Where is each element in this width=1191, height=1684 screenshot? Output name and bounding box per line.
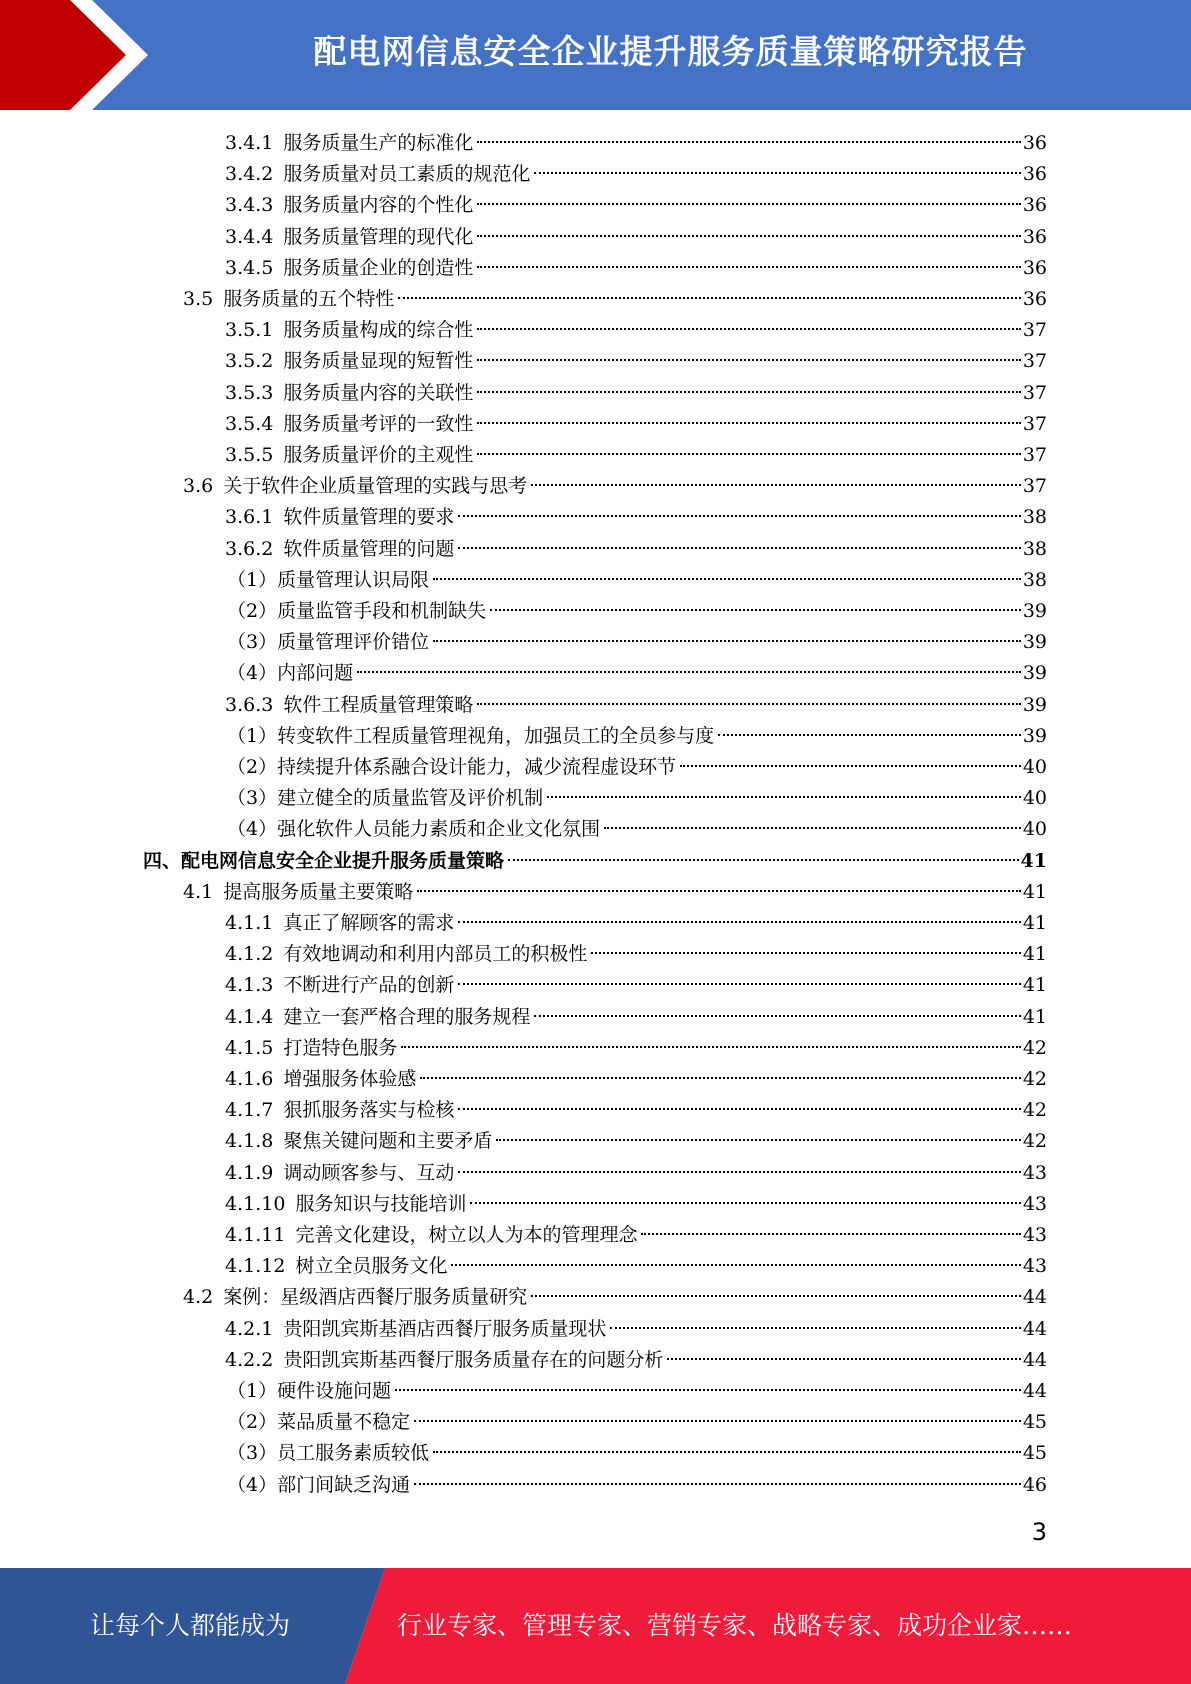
toc-entry[interactable] xyxy=(0,253,1047,284)
dot-leader xyxy=(477,453,1020,455)
footer-slogan-left: 让每个人都能成为 xyxy=(89,1611,290,1640)
dot-leader xyxy=(477,266,1020,268)
toc-entry-number: 4.2.2 xyxy=(225,1348,274,1371)
dot-leader xyxy=(398,297,1021,299)
toc-entry-number: 3.6.3 xyxy=(225,693,274,716)
toc-entry-number: 4.1.10 xyxy=(225,1192,286,1215)
toc-entry-page: 41 xyxy=(1020,849,1047,872)
toc-entry-title: （3）质量管理评价错位 xyxy=(227,631,430,654)
toc-entry-title: 狠抓服务落实与检核 xyxy=(283,1099,455,1122)
toc-entry-page: 36 xyxy=(1022,163,1047,186)
toc-entry-title: 服务质量生产的标准化 xyxy=(283,132,474,154)
toc-entry-number: 4.1.12 xyxy=(225,1255,286,1278)
toc-entry-number: 3.5.2 xyxy=(225,350,274,373)
toc-entry[interactable] xyxy=(0,814,1047,845)
toc-entry-page: 38 xyxy=(1022,568,1047,591)
dot-leader xyxy=(477,141,1020,143)
toc-entry-title: （3）员工服务素质较低 xyxy=(227,1442,430,1465)
toc-entry-number: 3.4.2 xyxy=(225,163,274,186)
toc-entry-number: 4.1.8 xyxy=(225,1130,274,1153)
toc-entry[interactable] xyxy=(0,939,1047,970)
toc-entry-page: 44 xyxy=(1022,1286,1047,1309)
chevron-arrow-icon xyxy=(0,0,160,110)
toc-entry-title: 建立一套严格合理的服务规程 xyxy=(283,1005,531,1028)
toc-entry-page: 44 xyxy=(1022,1380,1047,1402)
toc-entry[interactable] xyxy=(0,877,1047,908)
toc-entry-number: 4.1.2 xyxy=(225,943,274,966)
toc-entry-title: 服务质量对员工素质的规范化 xyxy=(283,163,531,186)
footer-banner xyxy=(0,1568,1191,1684)
toc-entry-title: 服务质量内容的个性化 xyxy=(283,194,474,217)
toc-entry-page: 46 xyxy=(1022,1473,1047,1496)
toc-entry-page: 40 xyxy=(1022,818,1047,841)
toc-entry-page: 41 xyxy=(1022,912,1047,934)
toc-entry-title: （1）转变软件工程质量管理视角，加强员工的全员参与度 xyxy=(227,724,715,747)
toc-entry[interactable] xyxy=(0,1407,1047,1438)
toc-entry-number: 4.1.1 xyxy=(225,912,274,934)
dot-leader xyxy=(477,391,1020,393)
toc-entry-page: 36 xyxy=(1022,225,1047,248)
toc-entry-title: （2）质量监管手段和机制缺失 xyxy=(227,600,487,622)
dot-leader xyxy=(477,359,1020,361)
toc-entry-title: 服务质量评价的主观性 xyxy=(283,444,474,466)
dot-leader xyxy=(508,859,1019,861)
dot-leader xyxy=(490,609,1021,611)
toc-entry-title: 树立全员服务文化 xyxy=(295,1255,448,1278)
toc-entry[interactable] xyxy=(0,721,1047,752)
toc-entry-page: 41 xyxy=(1022,943,1047,966)
toc-entry-page: 45 xyxy=(1022,1442,1047,1465)
toc-entry-title: 软件工程质量管理策略 xyxy=(283,693,474,716)
toc-entry[interactable] xyxy=(0,222,1047,253)
toc-entry[interactable] xyxy=(0,1438,1047,1469)
toc-entry-page: 42 xyxy=(1022,1130,1047,1153)
toc-entry-number: 3.5 xyxy=(183,288,214,310)
toc-entry[interactable] xyxy=(0,1220,1047,1251)
toc-entry-page: 43 xyxy=(1022,1192,1047,1215)
toc-entry[interactable] xyxy=(0,409,1047,440)
toc-entry-title: 提高服务质量主要策略 xyxy=(223,880,414,903)
toc-entry[interactable] xyxy=(0,1251,1047,1282)
toc-entry-title: 服务质量企业的创造性 xyxy=(283,256,474,279)
toc-entry[interactable] xyxy=(0,627,1047,658)
toc-entry-page: 42 xyxy=(1022,1099,1047,1122)
toc-entry-page: 43 xyxy=(1022,1224,1047,1246)
dot-leader xyxy=(458,515,1020,517)
toc-entry[interactable] xyxy=(0,346,1047,377)
toc-entry[interactable] xyxy=(0,1470,1047,1501)
toc-entry-page: 36 xyxy=(1022,132,1047,154)
toc-entry[interactable] xyxy=(0,690,1047,721)
toc-entry-title: 不断进行产品的创新 xyxy=(283,974,455,997)
dot-leader xyxy=(477,703,1020,705)
header-banner xyxy=(0,0,1191,110)
toc-entry[interactable] xyxy=(0,190,1047,221)
report-title: 配电网信息安全企业提升服务质量策略研究报告 xyxy=(313,32,1028,71)
toc-entry[interactable] xyxy=(0,1376,1047,1407)
dot-leader xyxy=(470,1202,1020,1204)
toc-entry-title: （1）硬件设施问题 xyxy=(227,1380,392,1402)
toc-entry-title: （3）建立健全的质量监管及评价机制 xyxy=(227,787,544,810)
toc-entry-title: 服务质量考评的一致性 xyxy=(283,412,474,435)
toc-entry-title: 完善文化建设，树立以人为本的管理理念 xyxy=(295,1224,638,1246)
toc-entry-page: 39 xyxy=(1022,600,1047,622)
toc-entry[interactable] xyxy=(0,752,1047,783)
toc-entry-page: 44 xyxy=(1022,1317,1047,1340)
toc-entry[interactable] xyxy=(0,378,1047,409)
toc-chapter-entry[interactable] xyxy=(0,846,1047,877)
toc-entry-page: 36 xyxy=(1022,256,1047,279)
toc-entry[interactable] xyxy=(0,1345,1047,1376)
dot-leader xyxy=(680,765,1021,767)
dot-leader xyxy=(458,1108,1020,1110)
toc-entry[interactable] xyxy=(0,284,1047,315)
toc-entry-title: （4）强化软件人员能力素质和企业文化氛围 xyxy=(227,818,601,841)
toc-entry[interactable] xyxy=(0,1064,1047,1095)
dot-leader xyxy=(433,578,1021,580)
dot-leader xyxy=(531,1295,1021,1297)
toc-entry-title: 服务质量管理的现代化 xyxy=(283,225,474,248)
toc-entry-number: 4.1.5 xyxy=(225,1036,274,1059)
toc-entry-title: 增强服务体验感 xyxy=(283,1068,417,1090)
toc-entry-title: 贵阳凯宾斯基西餐厅服务质量存在的问题分析 xyxy=(283,1348,664,1371)
toc-entry[interactable] xyxy=(0,1189,1047,1220)
toc-entry-page: 37 xyxy=(1022,475,1047,498)
toc-entry-title: （2）持续提升体系融合设计能力，减少流程虚设环节 xyxy=(227,756,677,778)
toc-entry-page: 37 xyxy=(1022,444,1047,466)
toc-entry[interactable] xyxy=(0,1033,1047,1064)
toc-entry-title: 真正了解顾客的需求 xyxy=(283,912,455,934)
dot-leader xyxy=(531,484,1021,486)
dot-leader xyxy=(458,983,1020,985)
toc-entry[interactable] xyxy=(0,1002,1047,1033)
toc-entry[interactable] xyxy=(0,1282,1047,1313)
toc-entry-number: 3.5.5 xyxy=(225,444,274,466)
dot-leader xyxy=(451,1264,1020,1266)
toc-entry-number: 3.4.1 xyxy=(225,132,274,154)
toc-entry-title: （2）菜品质量不稳定 xyxy=(227,1411,411,1434)
toc-entry-page: 38 xyxy=(1022,537,1047,560)
toc-entry-title: 服务质量内容的关联性 xyxy=(283,381,474,404)
toc-entry-number: 4.1.4 xyxy=(225,1005,274,1028)
page-number: 3 xyxy=(1031,1518,1047,1546)
toc-entry[interactable] xyxy=(0,658,1047,689)
toc-entry-page: 36 xyxy=(1022,288,1047,310)
toc-entry-title: 聚焦关键问题和主要矛盾 xyxy=(283,1130,493,1153)
toc-entry-title: 服务质量构成的综合性 xyxy=(283,319,474,342)
toc-entry-number: 4.1.11 xyxy=(225,1224,286,1246)
toc-entry[interactable] xyxy=(0,1314,1047,1345)
toc-entry-title: 软件质量管理的问题 xyxy=(283,537,455,560)
dot-leader xyxy=(591,952,1020,954)
toc-entry[interactable] xyxy=(0,1158,1047,1189)
dot-leader xyxy=(414,1483,1021,1485)
toc-entry[interactable] xyxy=(0,783,1047,814)
toc-entry-number: 4.1.6 xyxy=(225,1068,274,1090)
toc-entry-page: 42 xyxy=(1022,1036,1047,1059)
dot-leader xyxy=(477,328,1020,330)
dot-leader xyxy=(417,890,1021,892)
toc-entry-title: （4）内部问题 xyxy=(227,662,354,685)
toc-entry[interactable] xyxy=(0,908,1047,939)
toc-entry-title: 服务质量显现的短暂性 xyxy=(283,350,474,373)
toc-entry-number: 3.4.4 xyxy=(225,225,274,248)
dot-leader xyxy=(414,1420,1021,1422)
dot-leader xyxy=(395,1389,1021,1391)
dot-leader xyxy=(641,1233,1020,1235)
toc-entry[interactable] xyxy=(0,502,1047,533)
toc-entry-number: 4.2.1 xyxy=(225,1317,274,1340)
dot-leader xyxy=(547,796,1021,798)
toc-entry-number: 3.6 xyxy=(183,475,214,498)
toc-entry-title: 调动顾客参与、互动 xyxy=(283,1161,455,1184)
toc-entry[interactable] xyxy=(0,534,1047,565)
toc-entry[interactable] xyxy=(0,1126,1047,1157)
toc-entry-title: 四、配电网信息安全企业提升服务质量策略 xyxy=(143,849,505,872)
toc-entry-number: 3.4.5 xyxy=(225,256,274,279)
toc-entry[interactable] xyxy=(0,315,1047,346)
toc-entry[interactable] xyxy=(0,471,1047,502)
toc-entry[interactable] xyxy=(0,596,1047,627)
toc-entry-page: 41 xyxy=(1022,974,1047,997)
toc-entry-page: 40 xyxy=(1022,787,1047,810)
toc-entry-page: 37 xyxy=(1022,381,1047,404)
dot-leader xyxy=(477,235,1020,237)
toc-entry-page: 40 xyxy=(1022,756,1047,778)
toc-entry-number: 3.4.3 xyxy=(225,194,274,217)
toc-entry-page: 45 xyxy=(1022,1411,1047,1434)
toc-entry-number: 3.5.1 xyxy=(225,319,274,342)
toc-entry[interactable] xyxy=(0,1095,1047,1126)
toc-entry-title: 服务知识与技能培训 xyxy=(295,1192,467,1215)
toc-entry-title: （4）部门间缺乏沟通 xyxy=(227,1473,411,1496)
dot-leader xyxy=(604,827,1021,829)
toc-entry-page: 36 xyxy=(1022,194,1047,217)
toc-entry-number: 4.1.9 xyxy=(225,1161,274,1184)
toc-entry-title: 软件质量管理的要求 xyxy=(283,506,455,529)
toc-entry-page: 44 xyxy=(1022,1348,1047,1371)
dot-leader xyxy=(610,1327,1020,1329)
dot-leader xyxy=(420,1077,1020,1079)
toc-entry-page: 37 xyxy=(1022,412,1047,435)
toc-entry[interactable] xyxy=(0,970,1047,1001)
dot-leader xyxy=(458,921,1020,923)
toc-entry-title: （1）质量管理认识局限 xyxy=(227,568,430,591)
toc-entry-page: 43 xyxy=(1022,1255,1047,1278)
toc-entry-number: 3.5.4 xyxy=(225,412,274,435)
toc-entry-number: 4.1 xyxy=(183,880,214,903)
toc-entry-page: 39 xyxy=(1022,693,1047,716)
toc-entry-page: 38 xyxy=(1022,506,1047,529)
toc-entry-number: 4.1.3 xyxy=(225,974,274,997)
dot-leader xyxy=(458,547,1020,549)
toc-entry-page: 39 xyxy=(1022,724,1047,747)
dot-leader xyxy=(477,422,1020,424)
toc-entry-page: 37 xyxy=(1022,350,1047,373)
toc-entry[interactable] xyxy=(0,128,1047,159)
dot-leader xyxy=(718,734,1021,736)
toc-entry-title: 贵阳凯宾斯基酒店西餐厅服务质量现状 xyxy=(283,1317,607,1340)
dot-leader xyxy=(357,671,1021,673)
dot-leader xyxy=(433,640,1021,642)
toc-entry-number: 3.6.2 xyxy=(225,537,274,560)
toc-entry-page: 43 xyxy=(1022,1161,1047,1184)
footer-slogan-right: 行业专家、管理专家、营销专家、战略专家、成功企业家…… xyxy=(397,1611,1073,1640)
toc-entry-page: 37 xyxy=(1022,319,1047,342)
toc-entry-page: 39 xyxy=(1022,631,1047,654)
toc-entry-page: 41 xyxy=(1022,1005,1047,1028)
toc-entry[interactable] xyxy=(0,440,1047,471)
toc-entry-page: 39 xyxy=(1022,662,1047,685)
toc-entry-title: 关于软件企业质量管理的实践与思考 xyxy=(223,475,528,498)
toc-entry-title: 有效地调动和利用内部员工的积极性 xyxy=(283,943,588,966)
dot-leader xyxy=(401,1046,1020,1048)
dot-leader xyxy=(458,1171,1020,1173)
toc-entry-number: 3.6.1 xyxy=(225,506,274,529)
toc-entry[interactable] xyxy=(0,159,1047,190)
toc-entry-number: 4.1.7 xyxy=(225,1099,274,1122)
dot-leader xyxy=(496,1139,1020,1141)
dot-leader xyxy=(534,1015,1020,1017)
dot-leader xyxy=(477,203,1020,205)
toc-entry-page: 41 xyxy=(1022,880,1047,903)
toc-entry-number: 3.5.3 xyxy=(225,381,274,404)
toc-entry-title: 服务质量的五个特性 xyxy=(223,288,395,310)
dot-leader xyxy=(433,1451,1021,1453)
dot-leader xyxy=(667,1358,1020,1360)
toc-entry[interactable] xyxy=(0,565,1047,596)
toc-entry-title: 打造特色服务 xyxy=(283,1036,398,1059)
toc-entry-number: 4.2 xyxy=(183,1286,214,1309)
dot-leader xyxy=(534,172,1020,174)
toc-entry-title: 案例：星级酒店西餐厅服务质量研究 xyxy=(223,1286,528,1309)
toc-entry-page: 42 xyxy=(1022,1068,1047,1090)
